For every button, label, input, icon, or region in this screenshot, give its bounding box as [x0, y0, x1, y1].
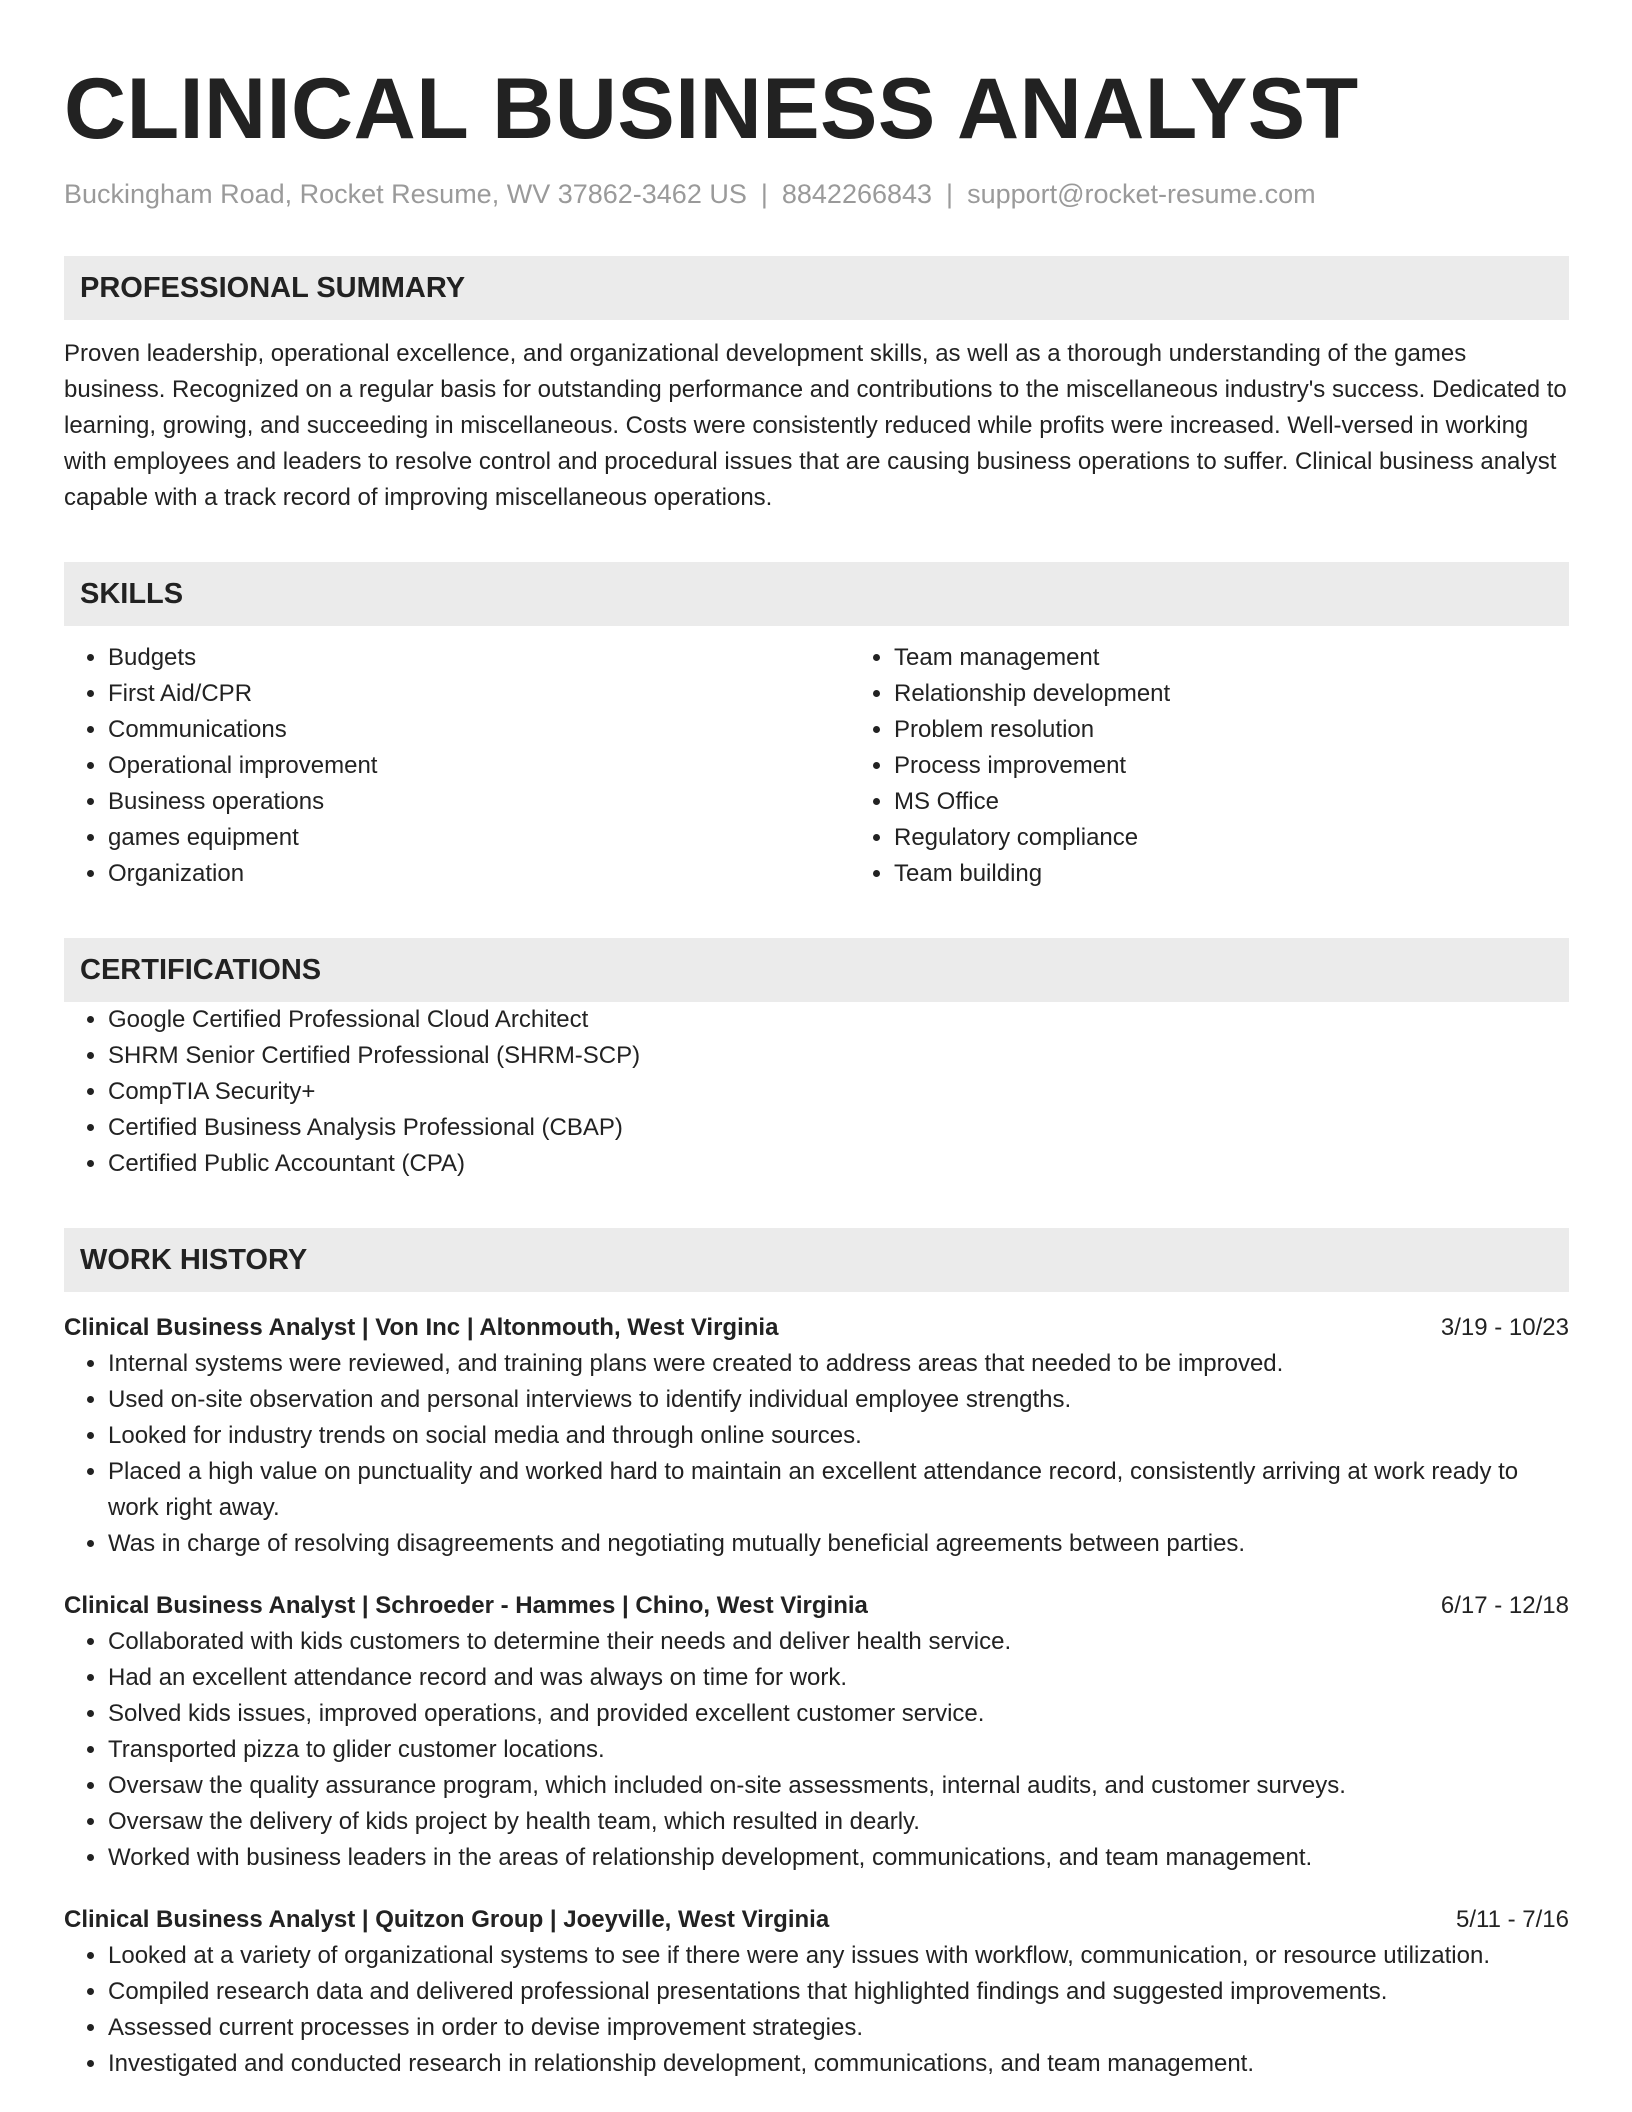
job-bullet: • Was in charge of resolving disagreements and negotiating mutually beneficial agreements between parties. — [108, 1526, 1569, 1562]
job-entry — [64, 1588, 1569, 1876]
job-bullet: • Assessed current processes in order to devise improvement strategies. — [108, 2010, 1569, 2046]
job-title: Clinical Business Analyst | Quitzon Group | Joeyville, West Virginia — [64, 1906, 830, 1934]
job-bullet: • Investigated and conducted research in relationship development, communications, and team management. — [108, 2046, 1569, 2082]
job-bullet: • Internal systems were reviewed, and training plans were created to address areas that needed to be improved. — [108, 1346, 1569, 1382]
section-heading-summary: PROFESSIONAL SUMMARY — [64, 256, 1569, 320]
job-header — [64, 1588, 1569, 1624]
job-bullet: • Looked at a variety of organizational systems to see if there were any issues with workflow, communication, or resource utilization. — [108, 1938, 1569, 1974]
certification-item: • Certified Public Accountant (CPA) — [108, 1146, 1569, 1182]
certification-item: • Certified Business Analysis Professional (CBAP) — [108, 1110, 1569, 1146]
job-bullet: • Oversaw the quality assurance program, which included on-site assessments, internal audits, and customer surveys. — [108, 1768, 1569, 1804]
section-heading-work-history: WORK HISTORY — [64, 1228, 1569, 1292]
job-bullet: • Collaborated with kids customers to determine their needs and deliver health service. — [108, 1624, 1569, 1660]
job-bullet: • Had an excellent attendance record and was always on time for work. — [108, 1660, 1569, 1696]
contact-separator: | — [760, 179, 768, 209]
contact-phone: 8842266843 — [781, 179, 933, 209]
candidate-name: CLINICAL BUSINESS ANALYST — [64, 61, 1359, 157]
job-bullet: • Transported pizza to glider customer locations. — [108, 1732, 1569, 1768]
skills-column-left — [64, 640, 850, 892]
skill-item: • Team management — [894, 640, 1632, 676]
skill-item: • MS Office — [894, 784, 1632, 820]
skill-item: • games equipment — [108, 820, 850, 856]
job-bullet: • Placed a high value on punctuality and worked hard to maintain an excellent attendance record, consistently arriving at work ready to work right away. — [108, 1454, 1569, 1526]
contact-separator: | — [946, 179, 954, 209]
section-heading-certifications: CERTIFICATIONS — [64, 938, 1569, 1002]
job-entry — [64, 1310, 1569, 1562]
job-title: Clinical Business Analyst | Von Inc | Altonmouth, West Virginia — [64, 1314, 779, 1342]
job-header — [64, 1310, 1569, 1346]
contact-line — [64, 178, 1569, 210]
job-bullet: • Solved kids issues, improved operations, and provided excellent customer service. — [108, 1696, 1569, 1732]
skill-item: • Budgets — [108, 640, 850, 676]
skill-item: • Relationship development — [894, 676, 1632, 712]
job-bullet: • Looked for industry trends on social media and through online sources. — [108, 1418, 1569, 1454]
job-entry — [64, 1902, 1569, 2082]
job-bullets — [64, 1938, 1569, 2082]
job-header — [64, 1902, 1569, 1938]
certifications-list — [64, 1002, 1569, 1182]
skills-column-right — [850, 640, 1632, 892]
skill-item: • Business operations — [108, 784, 850, 820]
job-dates: 5/11 - 7/16 — [1456, 1906, 1569, 1934]
skill-item: • Regulatory compliance — [894, 820, 1632, 856]
job-bullets — [64, 1624, 1569, 1876]
skill-item: • Process improvement — [894, 748, 1632, 784]
job-bullet: • Used on-site observation and personal interviews to identify individual employee strengths. — [108, 1382, 1569, 1418]
summary-text: Proven leadership, operational excellence, and organizational development skills, as well as a thorough understanding of the games business. Recognized on a regular basis for outstanding performance and contributions to the miscellaneous industry's success. Dedicated to learning, growing, and succeeding in miscellaneous. Costs were consistently reduced while profits were increased. Well-versed in working with employees and leaders to resolve control and procedural issues that are causing business operations to suffer. Clinical business analyst capable with a track record of improving miscellaneous operations. — [64, 340, 1567, 512]
skill-item: • First Aid/CPR — [108, 676, 850, 712]
skill-item: • Team building — [894, 856, 1632, 892]
job-dates: 6/17 - 12/18 — [1440, 1592, 1569, 1620]
certification-item: • Google Certified Professional Cloud Architect — [108, 1002, 1569, 1038]
skill-item: • Communications — [108, 712, 850, 748]
job-dates: 3/19 - 10/23 — [1440, 1314, 1569, 1342]
skill-item: • Problem resolution — [894, 712, 1632, 748]
job-title: Clinical Business Analyst | Schroeder - Hammes | Chino, West Virginia — [64, 1592, 868, 1620]
skill-item: • Operational improvement — [108, 748, 850, 784]
certification-item: • CompTIA Security+ — [108, 1074, 1569, 1110]
contact-address: Buckingham Road, Rocket Resume, WV 37862-3462 US — [64, 179, 747, 209]
certification-item: • SHRM Senior Certified Professional (SHRM-SCP) — [108, 1038, 1569, 1074]
skills-list — [64, 640, 1569, 892]
skill-item: • Organization — [108, 856, 850, 892]
section-heading-skills: SKILLS — [64, 562, 1569, 626]
job-bullets — [64, 1346, 1569, 1562]
job-bullet: • Worked with business leaders in the areas of relationship development, communications, and team management. — [108, 1840, 1569, 1876]
job-bullet: • Compiled research data and delivered professional presentations that highlighted findings and suggested improvements. — [108, 1974, 1569, 2010]
job-bullet: • Oversaw the delivery of kids project by health team, which resulted in dearly. — [108, 1804, 1569, 1840]
contact-email: support@rocket-resume.com — [967, 179, 1316, 209]
